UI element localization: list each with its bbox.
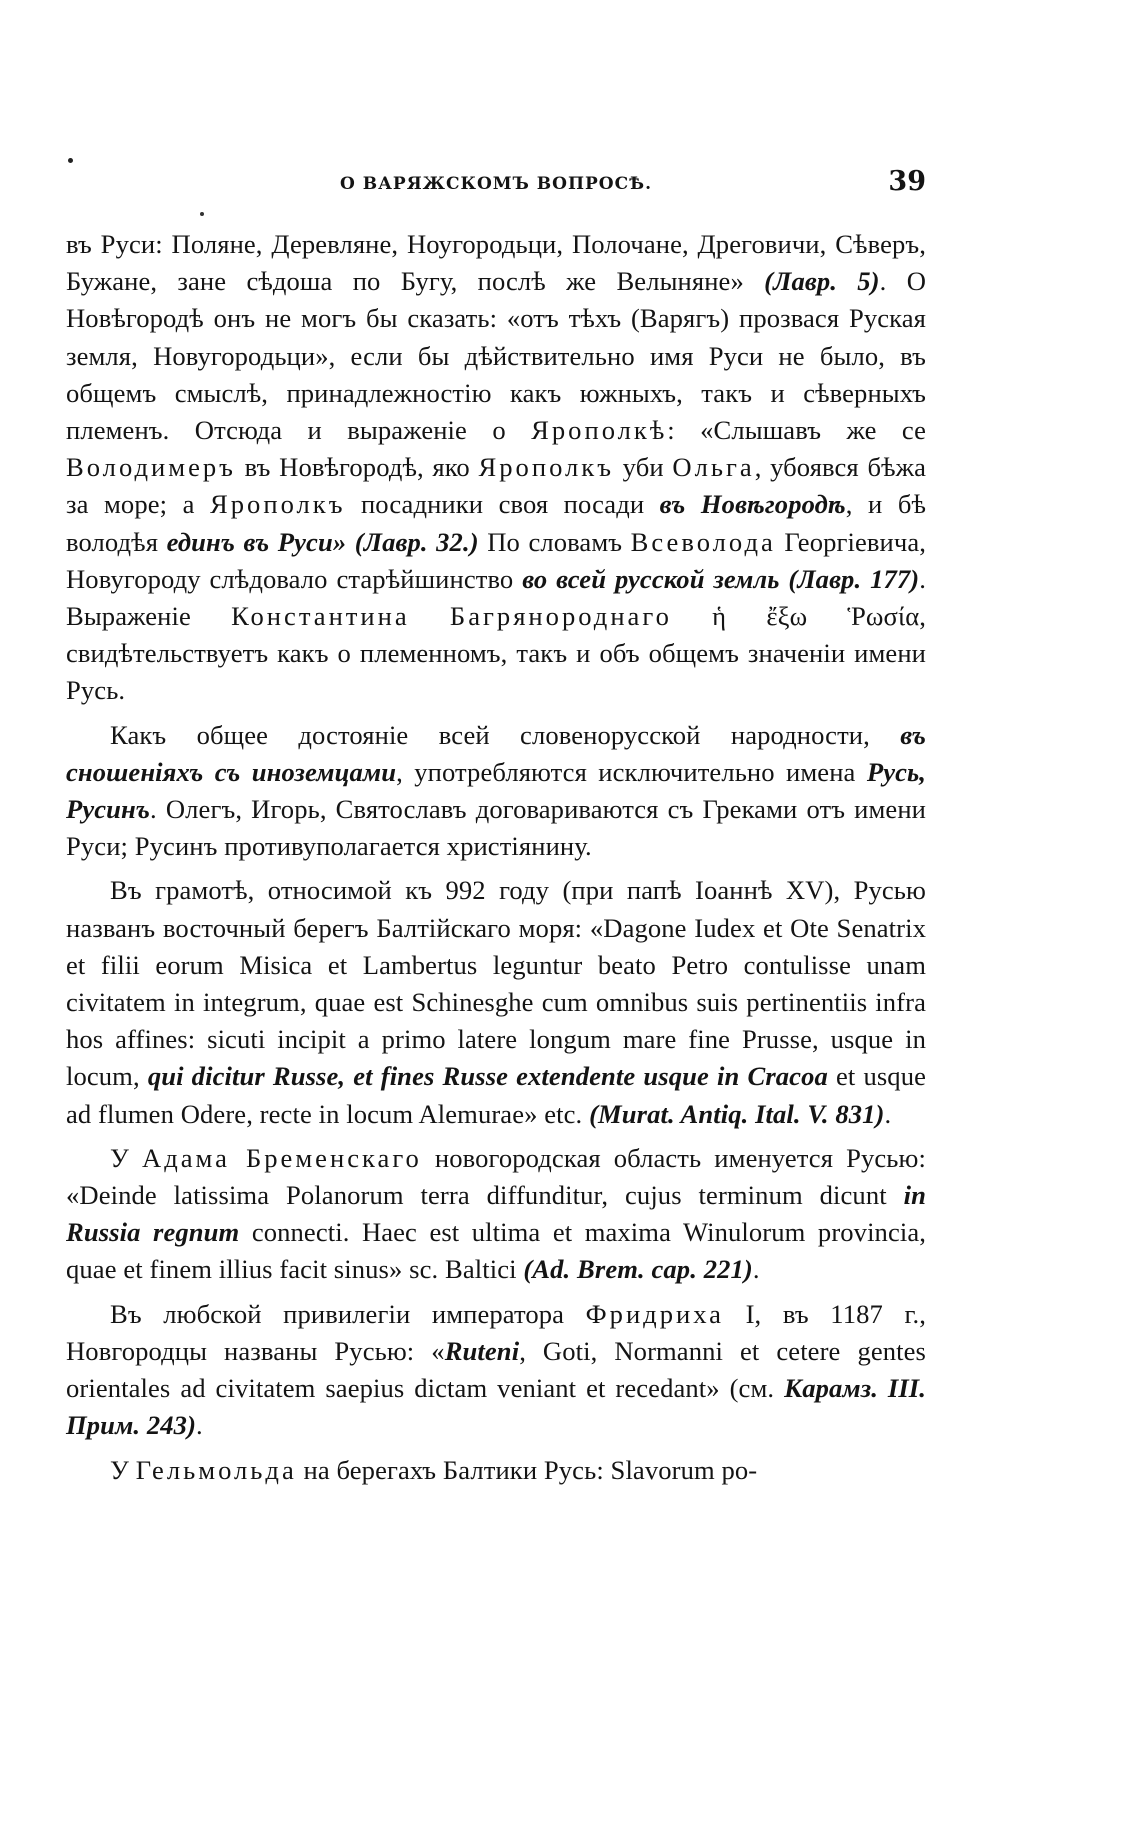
running-title: О ВАРЯЖСКОМЪ ВОПРОСѢ. — [339, 174, 653, 194]
paragraph — [66, 1452, 926, 1489]
italic-span: во всей русской земль (Лавр. 177) — [522, 563, 920, 594]
print-speck — [200, 212, 204, 216]
spaced-name: Ольга — [672, 452, 755, 483]
italic-span: (Murat. Antiq. Ital. V. 831) — [589, 1098, 885, 1129]
text-run: Въ грамотѣ, относимой къ 992 году (при папѣ Іоаннѣ XV), Русью названъ восточный берегъ Балтійскаго моря: «Dagone Iudex et Ote Senatrix et filii eorum Misica et Lambertus leguntur beato Petro contulisse unam civitatem in integrum, quae est Schinesghe cum omnibus suis pertinentiis infra hos affines: sicuti incipit a primo latere longum mare fine Prusse, usque in locum, — [66, 875, 926, 1092]
text-run: У — [110, 1142, 142, 1173]
spaced-name: Фридриха — [585, 1298, 724, 1329]
text-run: . Олегъ, Игорь, Святославъ договариваются съ Греками отъ имени Руси; Русинъ противуполагается христіянину. — [66, 794, 926, 862]
text-run: ἡ ἔξω Ῥωσία, свидѣтельствуетъ какъ о племенномъ, такъ и объ общемъ значеніи имени Русь. — [66, 601, 926, 706]
spaced-name: Багрянороднаго — [449, 601, 672, 632]
text-run: У — [110, 1454, 136, 1485]
text-run: connecti. Haec est ultima et maxima Winulorum provincia, quae et finem illius facit sinus» sc. Baltici — [66, 1217, 927, 1285]
italic-span: (Лавр. 5) — [764, 266, 880, 297]
paragraph — [66, 717, 926, 866]
paragraph — [66, 226, 926, 710]
text-run: уби — [613, 452, 673, 483]
text-run — [410, 601, 450, 631]
italic-span: (Ad. Brem. cap. 221) — [523, 1254, 753, 1285]
spaced-name: Ярополкъ — [478, 452, 614, 483]
text-run: Въ любской привилегіи императора — [110, 1298, 586, 1329]
italic-span: въ Новѣгородѣ — [659, 489, 846, 520]
text-run: . — [752, 1254, 760, 1285]
text-run: въ Новѣгородѣ, яко — [235, 452, 479, 483]
paragraph — [66, 1140, 926, 1289]
text-run: . О Новѣгородѣ онъ не могъ бы сказать: «отъ тѣхъ (Варягъ) прозвася Руская земля, Новугородьци», если бы дѣйствительно имя Руси не было, въ общемъ смыслѣ, принадлежностію какъ южныхъ, такъ и сѣверныхъ племенъ. Отсюда и выраженіе о — [66, 266, 926, 446]
text-run: . — [884, 1098, 892, 1129]
text-run: . Выраженіе — [66, 563, 926, 632]
spaced-name: Володимеръ — [66, 452, 236, 483]
text-run: новогородская область именуется Русью: «Deinde latissima Polanorum terra diffunditur, cujus terminum dicunt — [66, 1142, 926, 1211]
spaced-name: Всеволода — [630, 526, 776, 557]
text-run: Георгіевича, Новугороду слѣдовало старѣйшинство — [66, 526, 926, 594]
spaced-name: Ярополкѣ — [531, 415, 668, 446]
spaced-name: Адама Бременскаго — [142, 1142, 422, 1173]
text-run: , и бѣ володѣя — [66, 489, 927, 557]
text-run: . — [196, 1410, 203, 1441]
text-run: Какъ общее достояніе всей словенорусской народности, — [110, 719, 901, 750]
italic-span: in Russia regnum — [66, 1180, 926, 1248]
text-run: По словамъ — [478, 526, 631, 557]
italic-span: единъ въ Руси» (Лавр. 32.) — [166, 526, 479, 557]
text-run: посадники своя посади — [345, 489, 660, 520]
text-run: : «Слышавъ же се — [667, 415, 926, 446]
text-run: I, въ 1187 г., Новгородцы названы Русью: « — [66, 1298, 926, 1366]
text-run: , употребляются исключительно имена — [396, 756, 867, 787]
paragraph — [66, 1296, 926, 1445]
text-run: на берегахъ Балтики Русь: Slavorum po- — [296, 1454, 758, 1485]
text-run: , Goti, Normanni et cetere gentes orientales ad civitatem saepius dictam veniant et recedant» (см. — [66, 1335, 926, 1404]
paragraph — [66, 872, 926, 1132]
page-header — [66, 160, 926, 210]
body-text — [66, 226, 926, 1489]
italic-span: Русь, Русинъ — [66, 756, 926, 825]
italic-span: qui dicitur Russe, et fines Russe extendente usque in Cracoa — [147, 1061, 828, 1092]
text-run: въ Руси: Поляне, Деревляне, Ноугородьци, Полочане, Дреговичи, Сѣверъ, Бужане, зане сѣдоша по Бугу, послѣ же Велыняне» — [66, 229, 926, 297]
italic-span: въ сношеніяхъ съ иноземцами — [66, 719, 926, 787]
spaced-name: Гельмольда — [135, 1454, 297, 1485]
italic-span: Карамз. III. Прим. 243) — [66, 1373, 926, 1441]
spaced-name: Константина — [231, 601, 410, 632]
text-run: , убоявся бѣжа за море; а — [66, 452, 926, 520]
page-number: 39 — [888, 166, 926, 197]
text-run: et usque ad flumen Odere, recte in locum Alemurae» etc. — [66, 1061, 926, 1129]
spaced-name: Ярополкъ — [210, 489, 346, 520]
italic-span: Ruteni — [444, 1335, 520, 1366]
